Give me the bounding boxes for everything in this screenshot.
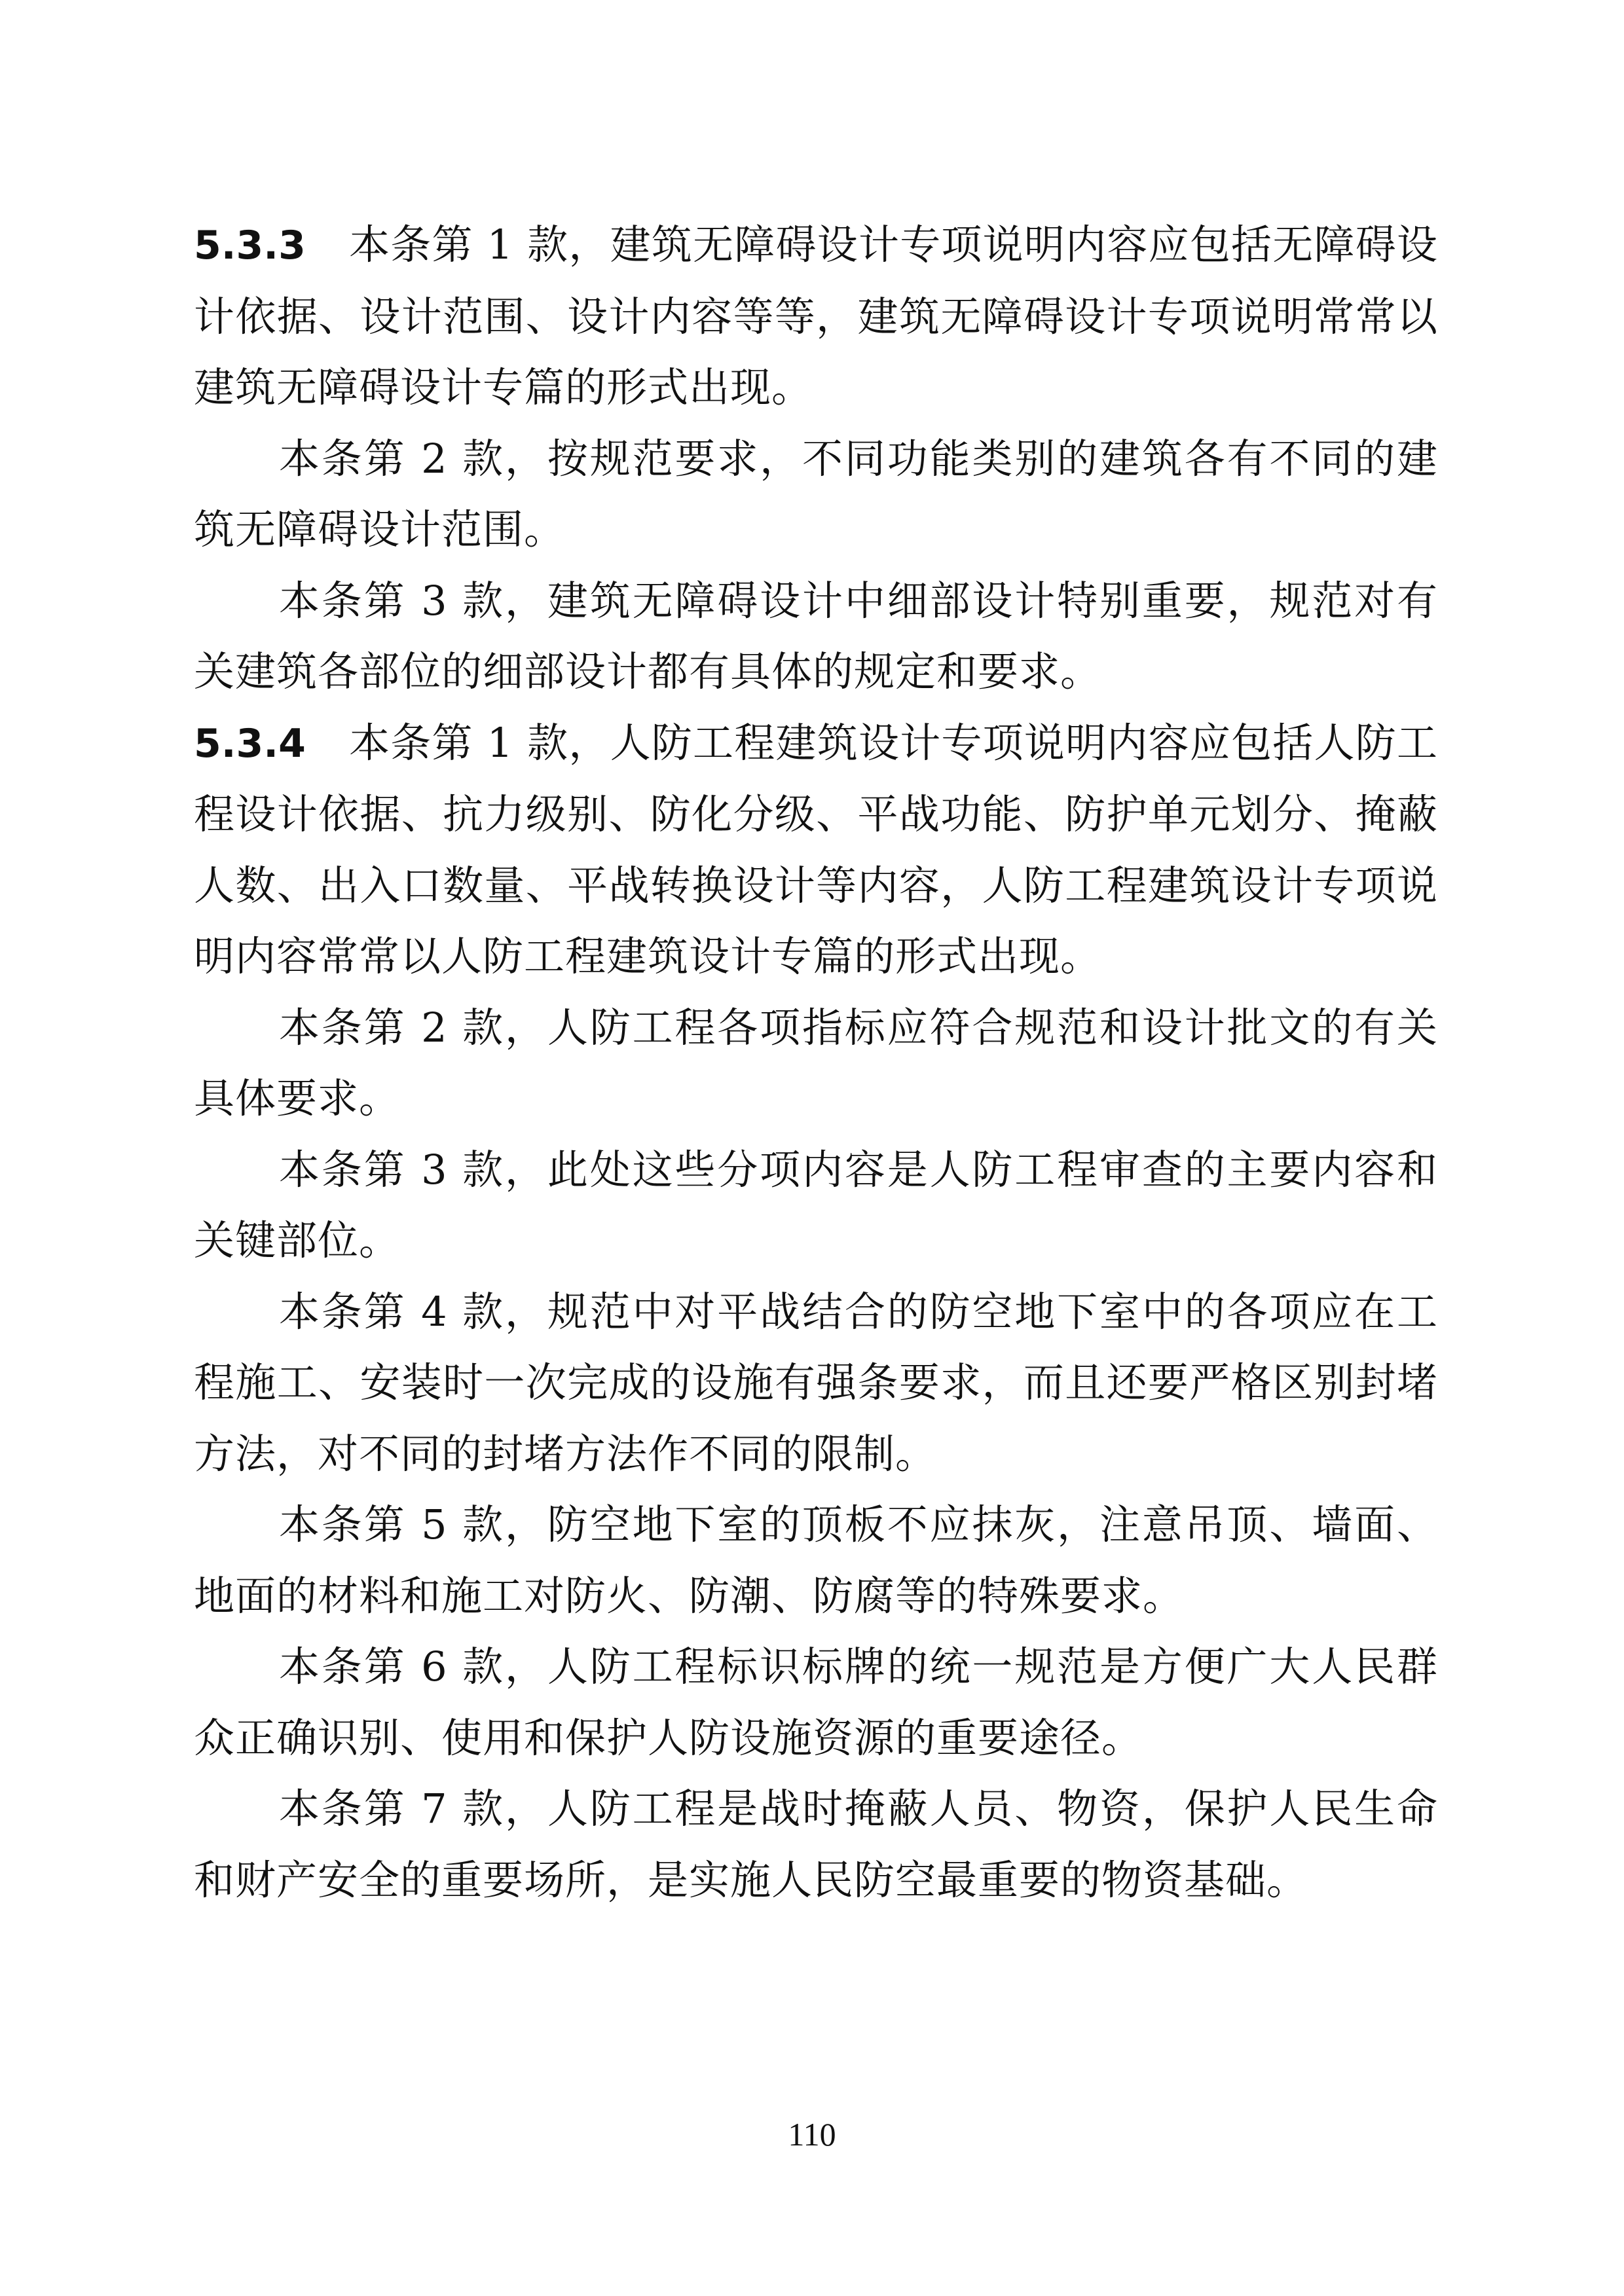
clause-5-3-4-paragraph-6: 本条第 6 款，人防工程标识标牌的统一规范是方便广大人民群众正确识别、使用和保护人防设施资源的重要途径。 [194, 1643, 1438, 1762]
clause-5-3-4-paragraph-3: 本条第 3 款，此处这些分项内容是人防工程审查的主要内容和关键部位。 [194, 1145, 1438, 1264]
clause-5-3-4-paragraph-1 [194, 708, 1438, 993]
clause-5-3-4-paragraph-4: 本条第 4 款，规范中对平战结合的防空地下室中的各项应在工程施工、安装时一次完成的设施有强条要求，而且还要严格区别封堵方法，对不同的封堵方法作不同的限制。 [194, 1287, 1438, 1478]
clause-number: 5.3.4 [194, 720, 306, 767]
clause-5-3-4-paragraph-2: 本条第 2 款，人防工程各项指标应符合规范和设计批文的有关具体要求。 [194, 1003, 1438, 1122]
page-body [194, 210, 1438, 1916]
clause-5-3-3-paragraph-2: 本条第 2 款，按规范要求，不同功能类别的建筑各有不同的建筑无障碍设计范围。 [194, 434, 1438, 553]
clause-5-3-3-paragraph-3: 本条第 3 款，建筑无障碍设计中细部设计特别重要，规范对有关建筑各部位的细部设计都有具体的规定和要求。 [194, 576, 1438, 695]
clause-5-3-4-paragraph-7: 本条第 7 款，人防工程是战时掩蔽人员、物资，保护人民生命和财产安全的重要场所，是实施人民防空最重要的物资基础。 [194, 1785, 1438, 1904]
clause-5-3-3-paragraph-1 [194, 210, 1438, 424]
paragraph-text: 本条第 1 款，建筑无障碍设计专项说明内容应包括无障碍设计依据、设计范围、设计内容等等，建筑无障碍设计专项说明常常以建筑无障碍设计专篇的形式出现。 [194, 221, 1438, 411]
page-number: 110 [788, 2116, 836, 2153]
paragraph-text: 本条第 1 款，人防工程建筑设计专项说明内容应包括人防工程设计依据、抗力级别、防化分级、平战功能、防护单元划分、掩蔽人数、出入口数量、平战转换设计等内容，人防工程建筑设计专项说明内容常常以人防工程建筑设计专篇的形式出现。 [194, 718, 1438, 980]
clause-number: 5.3.3 [194, 223, 306, 268]
clause-5-3-4-paragraph-5: 本条第 5 款，防空地下室的顶板不应抹灰，注意吊顶、墙面、地面的材料和施工对防火、防潮、防腐等的特殊要求。 [194, 1501, 1438, 1620]
